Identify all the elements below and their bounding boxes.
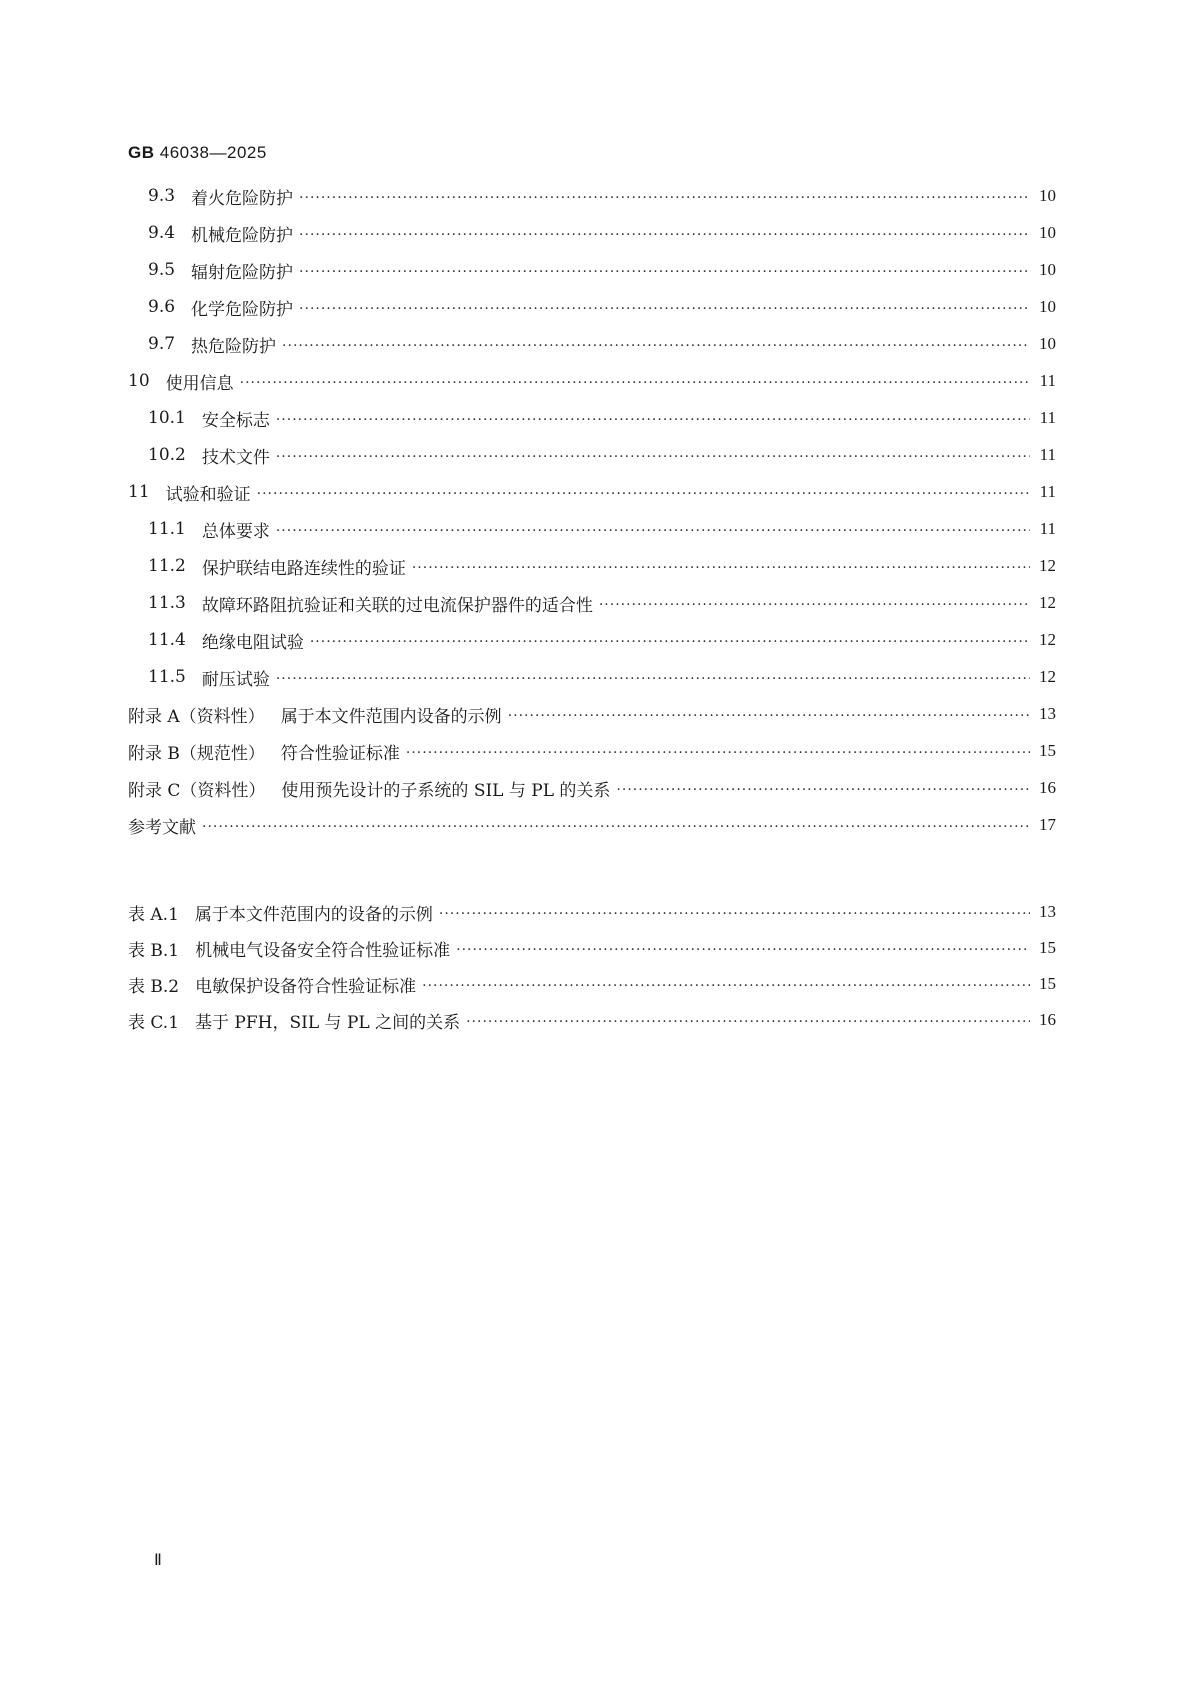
dot-leader [276, 412, 1030, 428]
standard-prefix: GB [128, 143, 155, 162]
dot-leader [299, 264, 1030, 280]
dot-leader [466, 1014, 1030, 1030]
dot-leader [599, 597, 1030, 613]
toc-entry-title: 参考文献 [128, 817, 196, 838]
table-entry-title: 基于 PFH，SIL 与 PL 之间的关系 [195, 1012, 461, 1033]
toc-entry-title: 耐压试验 [201, 669, 270, 690]
table-entry-number: 表 A.1 [128, 904, 179, 925]
table-entry-number: 表 C.1 [128, 1012, 180, 1033]
dot-leader [240, 375, 1030, 391]
toc-entry-number: 11.3 [148, 593, 186, 613]
toc-entry-title: 符合性验证标准 [280, 743, 400, 764]
toc-entry-title: 保护联结电路连续性的验证 [201, 558, 406, 579]
document-header [128, 143, 267, 163]
dot-leader [299, 227, 1030, 243]
toc-entry-number: 附录 C（资料性） [128, 780, 266, 801]
toc-entry-page: 12 [1039, 556, 1056, 575]
toc-entry-number: 11.2 [148, 556, 186, 576]
toc-entry-page: 12 [1039, 667, 1056, 686]
table-list-entry[interactable] [128, 935, 1056, 961]
toc-entry[interactable] [148, 294, 1056, 320]
toc-entry-title: 安全标志 [201, 410, 270, 431]
toc-entry-number: 9.3 [148, 186, 176, 206]
toc-entry-number: 附录 B（规范性） [128, 743, 265, 764]
toc-entry-page: 13 [1039, 704, 1056, 723]
toc-entry[interactable] [128, 368, 1056, 394]
dot-leader [202, 819, 1030, 835]
dot-leader [299, 301, 1030, 317]
table-entry-title: 电敏保护设备符合性验证标准 [195, 976, 417, 997]
toc-entry-title: 化学危险防护 [191, 299, 294, 320]
toc-entry-number: 11.1 [148, 519, 186, 539]
standard-number: 46038—2025 [159, 143, 267, 162]
toc-entry-title: 热危险防护 [191, 336, 277, 357]
dot-leader [456, 942, 1030, 958]
toc-entry-title: 机械危险防护 [191, 225, 294, 246]
toc-entry[interactable] [128, 701, 1056, 727]
toc-entry-number: 9.4 [148, 223, 176, 243]
toc-entry[interactable] [128, 775, 1056, 801]
dot-leader [508, 708, 1030, 724]
toc-entry-number: 10 [128, 371, 150, 391]
dot-leader [276, 523, 1030, 539]
toc-entry[interactable] [148, 553, 1056, 579]
toc-entry-number: 9.5 [148, 260, 176, 280]
toc-entry-page: 11 [1039, 519, 1056, 538]
toc-entry-number: 10.1 [148, 408, 186, 428]
toc-entry-title: 属于本文件范围内设备的示例 [280, 706, 502, 727]
toc-entry-page: 17 [1039, 815, 1056, 834]
dot-leader [406, 745, 1030, 761]
toc-entry[interactable] [148, 627, 1056, 653]
table-list-entry[interactable] [128, 1007, 1056, 1033]
toc-entry-page: 11 [1039, 408, 1056, 427]
toc-entry-title: 使用预先设计的子系统的 SIL 与 PL 的关系 [281, 780, 611, 801]
table-entry-page: 13 [1039, 902, 1056, 921]
toc-entry-title: 总体要求 [201, 521, 270, 542]
toc-entry-title: 故障环路阻抗验证和关联的过电流保护器件的适合性 [201, 595, 593, 616]
toc-entry[interactable] [148, 257, 1056, 283]
toc-entry[interactable] [128, 812, 1056, 838]
toc-entry-page: 10 [1039, 297, 1056, 316]
toc-entry-page: 11 [1039, 482, 1056, 501]
toc-entry[interactable] [148, 590, 1056, 616]
toc-entry-page: 10 [1039, 186, 1056, 205]
toc-entry-title: 绝缘电阻试验 [201, 632, 304, 653]
toc-entry-page: 12 [1039, 630, 1056, 649]
dot-leader [282, 338, 1030, 354]
page-number: Ⅱ [154, 1552, 162, 1569]
table-entry-number: 表 B.1 [128, 940, 180, 961]
toc-entry[interactable] [148, 220, 1056, 246]
dot-leader [257, 486, 1030, 502]
table-entry-title: 属于本文件范围内的设备的示例 [194, 904, 433, 925]
dot-leader [276, 449, 1030, 465]
toc-entry-page: 11 [1039, 371, 1056, 390]
dot-leader [439, 906, 1030, 922]
table-entry-page: 16 [1039, 1010, 1056, 1029]
table-entry-number: 表 B.2 [128, 976, 180, 997]
toc-entry-number: 9.6 [148, 297, 176, 317]
toc-entry[interactable] [148, 442, 1056, 468]
toc-entry[interactable] [148, 183, 1056, 209]
toc-entry-page: 10 [1039, 334, 1056, 353]
toc-entry-page: 10 [1039, 260, 1056, 279]
toc-entry-page: 15 [1039, 741, 1056, 760]
toc-entry[interactable] [148, 331, 1056, 357]
toc-entry[interactable] [128, 738, 1056, 764]
toc-entry-page: 12 [1039, 593, 1056, 612]
toc-entry[interactable] [128, 479, 1056, 505]
toc-entry-number: 11 [128, 482, 150, 502]
toc-entry-number: 11.4 [148, 630, 186, 650]
table-entry-page: 15 [1039, 938, 1056, 957]
toc-entry-number: 10.2 [148, 445, 186, 465]
dot-leader [299, 190, 1030, 206]
table-list-entry[interactable] [128, 899, 1056, 925]
table-entry-title: 机械电气设备安全符合性验证标准 [195, 940, 451, 961]
dot-leader [412, 560, 1030, 576]
toc-entry-page: 11 [1039, 445, 1056, 464]
toc-entry-title: 技术文件 [201, 447, 270, 468]
toc-entry-title: 着火危险防护 [191, 188, 294, 209]
toc-entry[interactable] [148, 516, 1056, 542]
toc-entry-page: 16 [1039, 778, 1056, 797]
toc-entry-page: 10 [1039, 223, 1056, 242]
toc-entry[interactable] [148, 405, 1056, 431]
dot-leader [276, 671, 1030, 687]
dot-leader [422, 978, 1030, 994]
toc-entry-number: 9.7 [148, 334, 176, 354]
table-entry-page: 15 [1039, 974, 1056, 993]
dot-leader [310, 634, 1030, 650]
toc-entry[interactable] [148, 664, 1056, 690]
toc-entry-title: 辐射危险防护 [191, 262, 294, 283]
toc-entry-title: 使用信息 [165, 373, 234, 394]
table-list-entry[interactable] [128, 971, 1056, 997]
toc-entry-number: 11.5 [148, 667, 186, 687]
toc-entry-number: 附录 A（资料性） [128, 706, 265, 727]
dot-leader [616, 782, 1030, 798]
toc-entry-title: 试验和验证 [165, 484, 251, 505]
